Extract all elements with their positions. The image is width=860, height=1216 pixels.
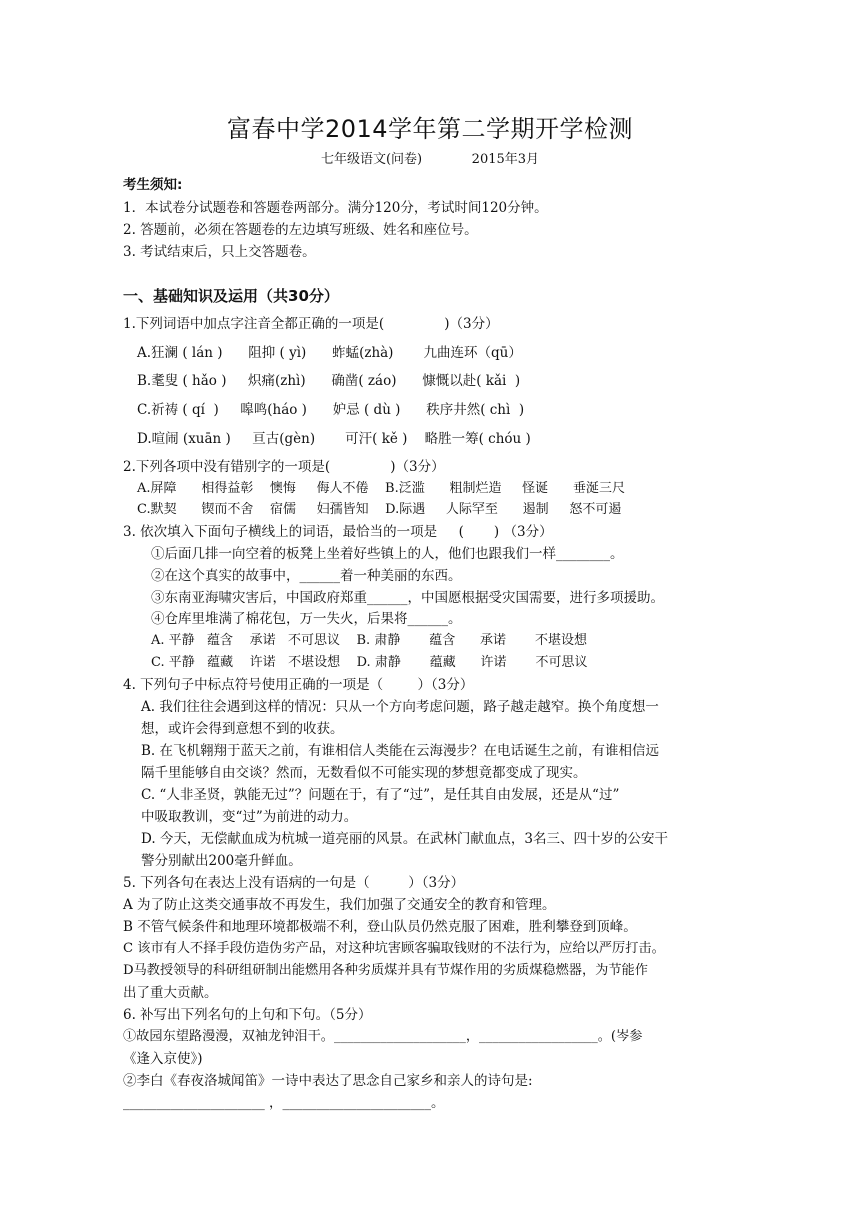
question-4-option-c-cont: 中吸取教训，变“过”为前进的动力。 [141, 809, 358, 825]
notice-item: 1．本试卷分试题卷和答题卷两部分。满分120分，考试时间120分钟。 [123, 200, 548, 216]
question-5-stem: 5. 下列各句在表达上没有语病的一句是（ ）（3分） [123, 875, 465, 891]
question-5-option-c: C 该市有人不择手段仿造伪劣产品，对这种坑害顾客骗取钱财的不法行为，应给以严厉打击。 [123, 941, 665, 956]
question-3-options-cd: C. 平静 蕴藏 许诺 不堪设想 D. 肃静 蕴藏 许诺 不可思议 [151, 655, 588, 670]
notice-heading: 考生须知: [123, 177, 183, 193]
question-1-option-a: A.狂澜 ( lán ) 阻抑 ( yì) 蚱蜢(zhà) 九曲连环（qū） [137, 345, 522, 361]
question-4-option-a: A. 我们往往会遇到这样的情况：只从一个方向考虑问题，路子越走越窄。换个角度想一 [141, 699, 659, 715]
question-4-option-d: D. 今天，无偿献血成为杭城一道亮丽的风景。在武林门献血点，3名三、四十岁的公安干 [141, 831, 669, 847]
question-4-option-a-cont: 想，或许会得到意想不到的收获。 [141, 721, 344, 737]
question-3-sentence: ④仓库里堆满了棉花包，万一失火，后果将______。 [151, 611, 462, 627]
question-4-stem: 4. 下列句子中标点符号使用正确的一项是（ ）（3分） [123, 677, 474, 693]
question-3-sentence: ②在这个真实的故事中，______着一种美丽的东西。 [151, 568, 462, 584]
section-heading: 一、基础知识及运用（共30分） [123, 287, 339, 305]
question-4-option-b-cont: 隔千里能够自由交谈？然而，无数看似不可能实现的梦想竟都变成了现实。 [141, 765, 587, 781]
question-6-stem: 6. 补写出下列名句的上句和下句。（5分） [123, 1007, 372, 1023]
question-6-answer-blank: _____________________ ，______________________。 [123, 1095, 445, 1111]
question-2-stem: 2.下列各项中没有错别字的一项是( )（3分） [123, 459, 445, 475]
notice-item: 2. 答题前，必须在答题卷的左边填写班级、姓名和座位号。 [123, 222, 478, 238]
exam-title: 富春中学2014学年第二学期开学检测 [226, 115, 634, 143]
question-3-options-ab: A. 平静 蕴含 承诺 不可思议 B. 肃静 蕴含 承诺 不堪设想 [151, 633, 587, 648]
question-5-option-b: B 不管气候条件和地理环境都极端不利，登山队员仍然克服了困难，胜利攀登到顶峰。 [123, 919, 637, 935]
question-1-option-b: B.耄叟 ( hǎo ) 炽痛(zhì) 确凿( záo) 慷慨以赴( kǎi ) [137, 373, 521, 389]
question-2-options-cd: C.默契 锲而不舍 宿儒 妇孺皆知 D.际遇 人际罕至 遏制 怒不可遏 [137, 502, 622, 517]
question-5-option-d-cont: 出了重大贡献。 [123, 985, 218, 1001]
question-5-option-a: A 为了防止这类交通事故不再发生，我们加强了交通安全的教育和管理。 [123, 897, 556, 913]
question-3-sentence: ③东南亚海啸灾害后，中国政府郑重______，中国愿根据受灾国需要，进行多项援助。 [151, 590, 664, 606]
question-3-sentence: ①后面几排一向空着的板凳上坐着好些镇上的人，他们也跟我们一样________。 [151, 546, 624, 562]
question-6-line: ②李白《春夜洛城闻笛》一诗中表达了思念自己家乡和亲人的诗句是: [123, 1073, 533, 1089]
question-5-option-d: D马教授领导的科研组研制出能燃用各种劣质煤并具有节煤作用的劣质煤稳燃器，为节能作 [123, 963, 648, 978]
question-1-option-c: C.祈祷 ( qí ) 嗥鸣(háo ) 妒忌 ( dù ) 秩序井然( chì ) [137, 402, 525, 418]
question-6-line: 《逢入京使》) [123, 1051, 203, 1067]
question-1-stem: 1.下列词语中加点字注音全都正确的一项是( )（3分） [123, 316, 499, 332]
question-4-option-d-cont: 警分别献出200毫升鲜血。 [141, 853, 302, 869]
question-1-option-d: D.喧闹 (xuān ) 亘古(gèn) 可汗( kě ) 略胜一筹( chóu ) [137, 431, 531, 447]
question-6-line: ①故园东望路漫漫，双袖龙钟泪干。____________________，__________________。(岑参 [123, 1029, 643, 1044]
question-4-option-c: C. “人非圣贤，孰能无过”？问题在于，有了“过”，是任其自由发展，还是从“过” [141, 787, 620, 803]
notice-item: 3. 考试结束后，只上交答题卷。 [123, 244, 316, 260]
exam-subtitle: 七年级语文(问卷) 2015年3月 [320, 152, 540, 167]
question-2-options-ab: A.屏障 相得益彰 懊悔 侮人不倦 B.泛滥 粗制烂造 怪诞 垂涎三尺 [137, 481, 625, 496]
question-3-stem: 3. 依次填入下面句子横线上的词语，最恰当的一项是 ( ) （3分） [123, 524, 553, 540]
question-4-option-b: B. 在飞机翱翔于蓝天之前，有谁相信人类能在云海漫步？在电话诞生之前，有谁相信远 [141, 743, 660, 759]
